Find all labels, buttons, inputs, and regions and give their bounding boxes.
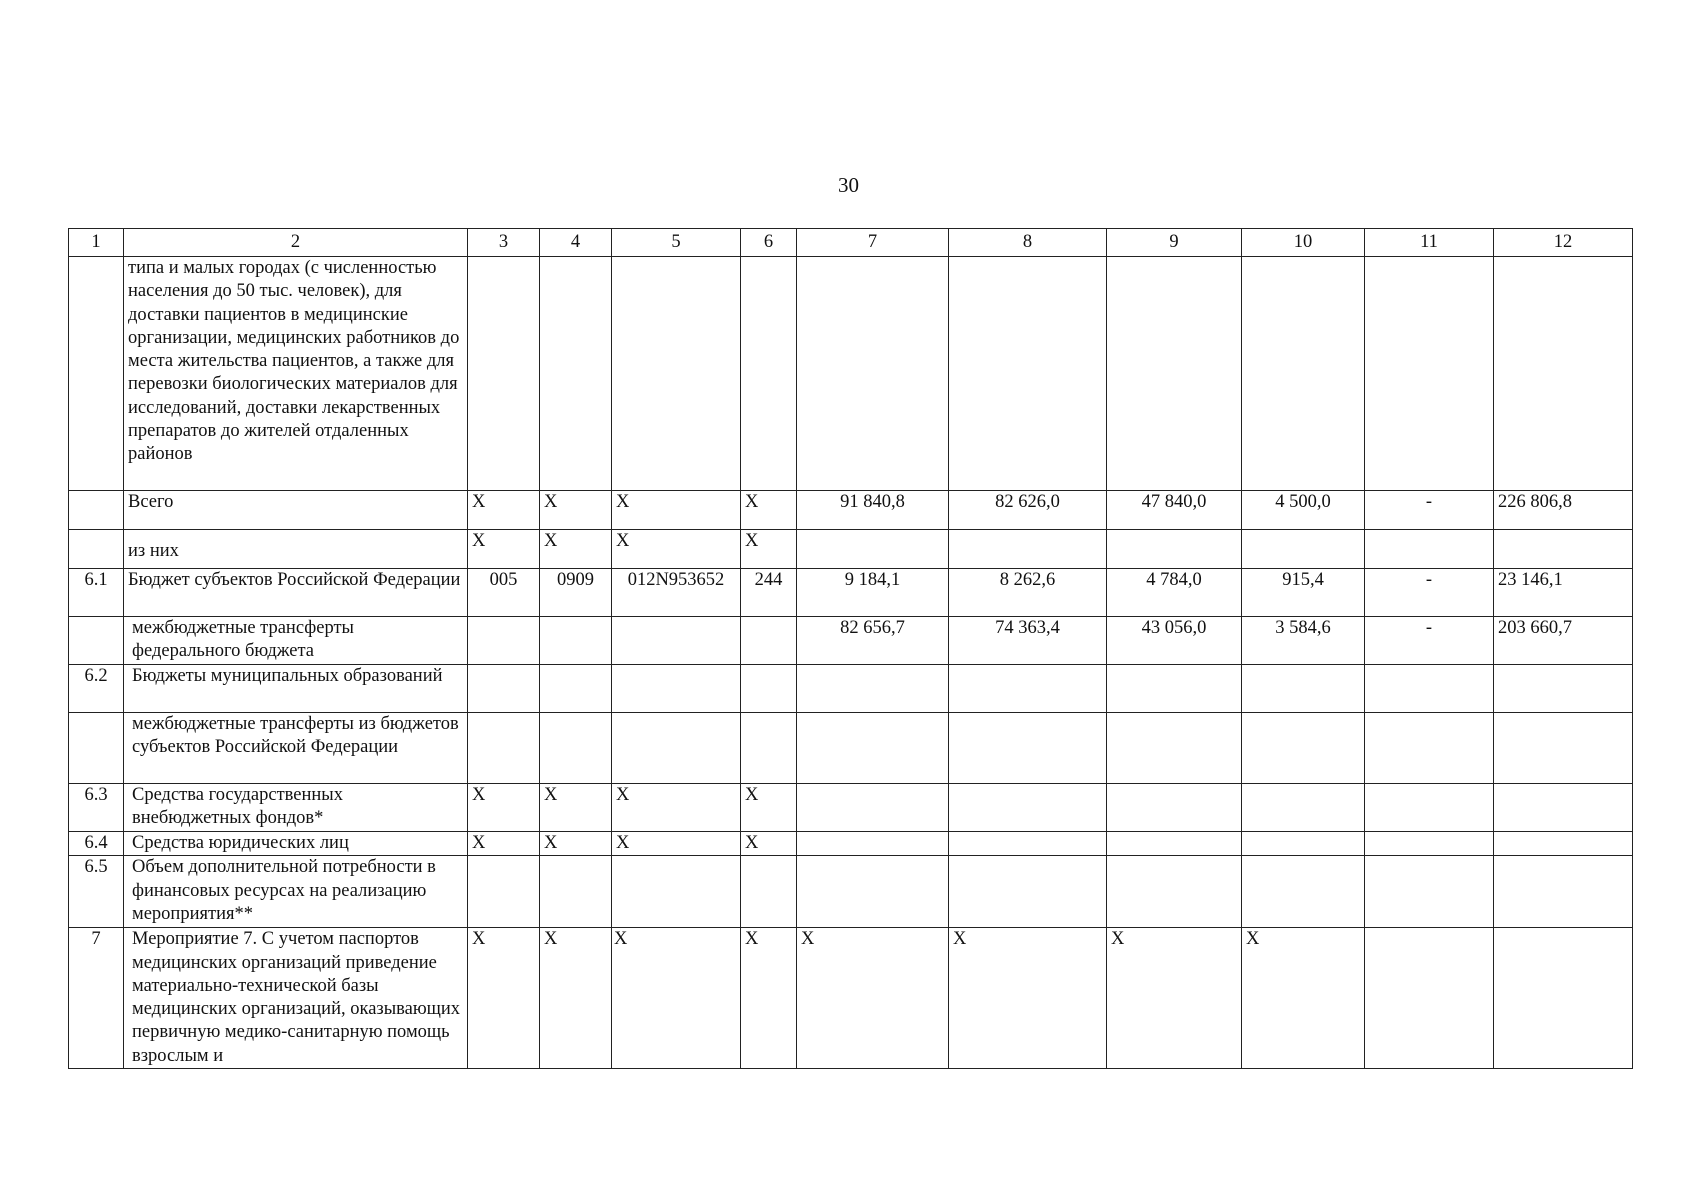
- column-header: 10: [1242, 229, 1365, 257]
- table-cell: 4 784,0: [1107, 569, 1242, 617]
- column-header: 12: [1494, 229, 1633, 257]
- table-row: [69, 530, 1633, 569]
- table-row: [69, 491, 1633, 530]
- column-header: 6: [741, 229, 797, 257]
- row-description-cell: межбюджетные трансферты из бюджетов субъектов Российской Федерации: [124, 713, 468, 784]
- column-header: 2: [124, 229, 468, 257]
- table-cell: X: [540, 928, 612, 1069]
- table-cell: [1242, 530, 1365, 569]
- table-cell: [949, 832, 1107, 856]
- table-cell: X: [468, 784, 540, 832]
- table-cell: [1494, 257, 1633, 491]
- table-cell: 91 840,8: [797, 491, 949, 530]
- table-cell: [1107, 832, 1242, 856]
- table-cell: [540, 257, 612, 491]
- table-cell: [468, 257, 540, 491]
- table-cell: -: [1365, 617, 1494, 665]
- table-cell: X: [741, 530, 797, 569]
- table-cell: [1365, 665, 1494, 713]
- table-cell: [1365, 784, 1494, 832]
- column-header: 3: [468, 229, 540, 257]
- table-cell: [1242, 665, 1365, 713]
- table-row: [69, 928, 1633, 1069]
- table-cell: [949, 713, 1107, 784]
- column-header: 4: [540, 229, 612, 257]
- table-cell: [741, 665, 797, 713]
- table-cell: X: [741, 784, 797, 832]
- table-cell: X: [468, 491, 540, 530]
- table-cell: X: [741, 491, 797, 530]
- table-cell: X: [468, 832, 540, 856]
- table-cell: [741, 257, 797, 491]
- row-number-cell: [69, 257, 124, 491]
- table-cell: [797, 856, 949, 928]
- table-cell: [1494, 665, 1633, 713]
- row-number-cell: [69, 491, 124, 530]
- table-cell: X: [741, 928, 797, 1069]
- table-cell: [949, 665, 1107, 713]
- row-number-cell: [69, 617, 124, 665]
- table-cell: 0909: [540, 569, 612, 617]
- table-row: [69, 569, 1633, 617]
- table-cell: [797, 530, 949, 569]
- table-cell: X: [612, 832, 741, 856]
- table-cell: [1494, 713, 1633, 784]
- table-cell: [468, 665, 540, 713]
- table-cell: 203 660,7: [1494, 617, 1633, 665]
- table-cell: [797, 665, 949, 713]
- table-cell: 915,4: [1242, 569, 1365, 617]
- row-description-cell: типа и малых городах (с численностью населения до 50 тыс. человек), для доставки пациентов в медицинские организации, медицинских работников до места жительства пациентов, а также для перевозки биологических материалов для исследований, доставки лекарственных препаратов до жителей отдаленных районов: [124, 257, 468, 491]
- row-description-cell: Мероприятие 7. С учетом паспортов медицинских организаций приведение материально-технической базы медицинских организаций, оказывающих первичную медико-санитарную помощь взрослым и: [124, 928, 468, 1069]
- table-cell: [797, 784, 949, 832]
- row-number-cell: 6.1: [69, 569, 124, 617]
- table-cell: [741, 856, 797, 928]
- table-cell: [1242, 713, 1365, 784]
- row-number-cell: 7: [69, 928, 124, 1069]
- table-cell: [1494, 784, 1633, 832]
- table-cell: [468, 617, 540, 665]
- table-cell: -: [1365, 569, 1494, 617]
- table-cell: 47 840,0: [1107, 491, 1242, 530]
- table-cell: 244: [741, 569, 797, 617]
- table-header-row: [69, 229, 1633, 257]
- table-cell: [1242, 832, 1365, 856]
- column-header: 1: [69, 229, 124, 257]
- table-cell: [797, 832, 949, 856]
- table-cell: 8 262,6: [949, 569, 1107, 617]
- table-cell: X: [612, 784, 741, 832]
- row-number-cell: 6.4: [69, 832, 124, 856]
- table-cell: [949, 530, 1107, 569]
- table-cell: [1107, 665, 1242, 713]
- row-number-cell: [69, 530, 124, 569]
- table-cell: [1107, 257, 1242, 491]
- table-cell: 82 626,0: [949, 491, 1107, 530]
- table-cell: [1242, 856, 1365, 928]
- table-cell: [540, 856, 612, 928]
- table-cell: [1107, 784, 1242, 832]
- table-cell: [1365, 713, 1494, 784]
- row-description-cell: Средства юридических лиц: [124, 832, 468, 856]
- row-description-cell: Всего: [124, 491, 468, 530]
- row-number-cell: 6.5: [69, 856, 124, 928]
- row-number-cell: [69, 713, 124, 784]
- table-cell: [1242, 784, 1365, 832]
- table-cell: X: [468, 928, 540, 1069]
- table-cell: [1494, 832, 1633, 856]
- table-cell: 82 656,7: [797, 617, 949, 665]
- table-cell: [1494, 530, 1633, 569]
- table-cell: [1494, 928, 1633, 1069]
- table-cell: 74 363,4: [949, 617, 1107, 665]
- row-description-cell: Бюджеты муниципальных образований: [124, 665, 468, 713]
- table-cell: [741, 713, 797, 784]
- table-cell: 226 806,8: [1494, 491, 1633, 530]
- table-cell: X: [797, 928, 949, 1069]
- column-header: 8: [949, 229, 1107, 257]
- table-cell: X: [949, 928, 1107, 1069]
- table-cell: [741, 617, 797, 665]
- table-cell: [540, 617, 612, 665]
- table-cell: 4 500,0: [1242, 491, 1365, 530]
- table-row: [69, 856, 1633, 928]
- table-cell: [1365, 928, 1494, 1069]
- table-cell: [468, 713, 540, 784]
- table-cell: [949, 257, 1107, 491]
- column-header: 5: [612, 229, 741, 257]
- table-cell: [1107, 856, 1242, 928]
- row-description-cell: Средства государственных внебюджетных фондов*: [124, 784, 468, 832]
- row-description-cell: межбюджетные трансферты федерального бюджета: [124, 617, 468, 665]
- row-number-cell: 6.2: [69, 665, 124, 713]
- table-cell: [797, 713, 949, 784]
- table-cell: X: [612, 928, 741, 1069]
- table-cell: [949, 856, 1107, 928]
- column-header: 7: [797, 229, 949, 257]
- table-cell: 3 584,6: [1242, 617, 1365, 665]
- table-cell: X: [540, 530, 612, 569]
- table-cell: [1365, 257, 1494, 491]
- table-cell: [1107, 713, 1242, 784]
- table-cell: 23 146,1: [1494, 569, 1633, 617]
- table-cell: X: [612, 530, 741, 569]
- table-cell: X: [741, 832, 797, 856]
- table-cell: [612, 856, 741, 928]
- column-header: 11: [1365, 229, 1494, 257]
- table-row: [69, 784, 1633, 832]
- table-cell: X: [612, 491, 741, 530]
- table-cell: X: [1242, 928, 1365, 1069]
- table-cell: [1365, 856, 1494, 928]
- table-cell: [1365, 530, 1494, 569]
- table-cell: X: [1107, 928, 1242, 1069]
- table-cell: -: [1365, 491, 1494, 530]
- table-row: [69, 617, 1633, 665]
- row-description-cell: Бюджет субъектов Российской Федерации: [124, 569, 468, 617]
- column-header: 9: [1107, 229, 1242, 257]
- table-cell: [612, 257, 741, 491]
- table-cell: [612, 665, 741, 713]
- table-cell: [1494, 856, 1633, 928]
- table-row: [69, 257, 1633, 491]
- table-cell: [468, 856, 540, 928]
- table-cell: [797, 257, 949, 491]
- table-cell: [949, 784, 1107, 832]
- row-description-cell: из них: [124, 530, 468, 569]
- table-cell: [612, 713, 741, 784]
- table-cell: 9 184,1: [797, 569, 949, 617]
- table-cell: 012N953652: [612, 569, 741, 617]
- table-cell: X: [540, 784, 612, 832]
- table-row: [69, 665, 1633, 713]
- table-cell: X: [468, 530, 540, 569]
- table-cell: 43 056,0: [1107, 617, 1242, 665]
- table-cell: [1365, 832, 1494, 856]
- table-cell: [1242, 257, 1365, 491]
- table-row: [69, 713, 1633, 784]
- table-cell: X: [540, 491, 612, 530]
- table-cell: X: [540, 832, 612, 856]
- row-description-cell: Объем дополнительной потребности в финансовых ресурсах на реализацию мероприятия**: [124, 856, 468, 928]
- table-row: [69, 832, 1633, 856]
- table-cell: [612, 617, 741, 665]
- table-cell: [540, 665, 612, 713]
- row-number-cell: 6.3: [69, 784, 124, 832]
- table-cell: 005: [468, 569, 540, 617]
- table-cell: [540, 713, 612, 784]
- table-cell: [1107, 530, 1242, 569]
- budget-table: [68, 228, 1633, 1069]
- page-number: 30: [838, 173, 859, 197]
